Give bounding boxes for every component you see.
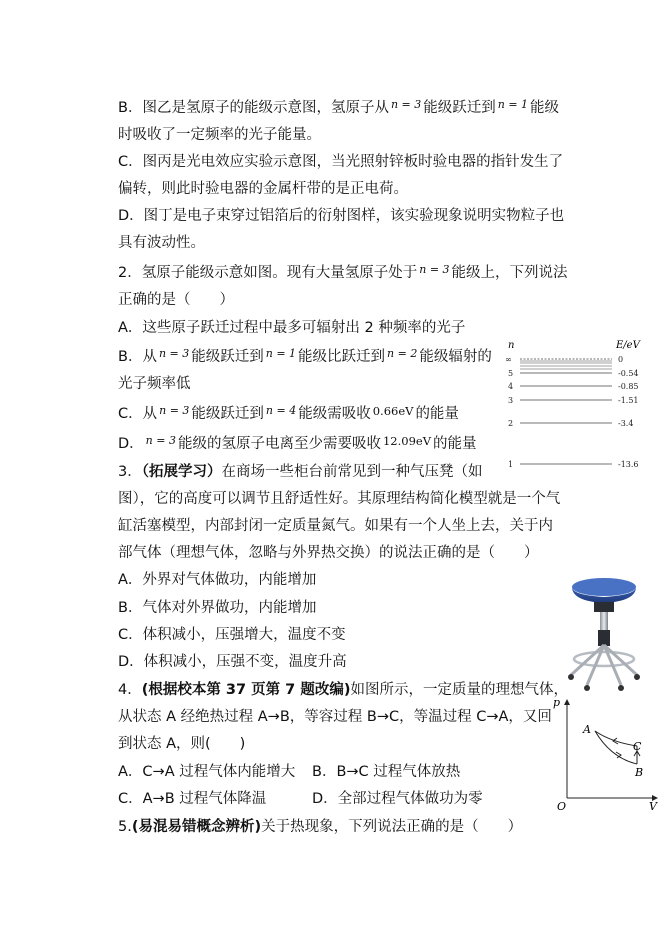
level-n-1: 1 [508, 460, 514, 469]
level-e-2: -3.4 [618, 419, 634, 428]
q4-option-c: C．A→B 过程气体降温 [118, 791, 267, 807]
q1-option-d-line2: 具有波动性。 [118, 235, 205, 251]
q4-stem-line1: 4．(根据校本第 37 页第 7 题改编)如图所示，一定质量的理想气体， [118, 682, 568, 698]
q2-option-c: C．从 $^{n = 3}$ 能级跃迁到 $^{n = 4}$ 能级需吸收 $^{0.66eV}$ 的能量 [118, 404, 459, 422]
pv-graph [553, 694, 663, 812]
level-n-inf: ∞ [505, 355, 512, 364]
q2-option-b-line1: B．从 $^{n = 3}$ 能级跃迁到 $^{n = 1}$ 能级比跃迁到 $^{n = 2}$ 能级辐射的 [118, 347, 492, 365]
energy-level-diagram [500, 336, 650, 476]
q2-option-d: D． $^{n = 3}$ 能级的氢原子电离至少需要吸收 $^{12.09eV}$ 的能量 [118, 434, 477, 452]
q5-stem: 5.(易混易错概念辨析)关于热现象，下列说法正确的是（ ） [118, 819, 523, 835]
q1-option-c-line2: 偏转，则此时验电器的金属杆带的是正电荷。 [118, 181, 408, 197]
q3-option-c: C．体积减小，压强增大，温度不变 [118, 627, 346, 643]
q2-stem-line2: 正确的是（ ） [118, 292, 234, 308]
q3-option-d: D．体积减小，压强不变，温度升高 [118, 654, 347, 670]
diagram-n-label: n [508, 340, 515, 351]
point-a-label: A [583, 723, 591, 736]
q3-stem-line3: 缸活塞模型，内部封闭一定质量氮气。如果有一个人坐上去，关于内 [118, 518, 553, 534]
diagram-e-label: E/eV [616, 340, 640, 351]
q4-option-b: B．B→C 过程气体放热 [312, 764, 461, 780]
q3-stem-line1: 3．（拓展学习）在商场一些柜台前常见到一种气压凳（如 [118, 464, 483, 480]
q1-option-c-line1: C．图丙是光电效应实验示意图，当光照射锌板时验电器的指针发生了 [118, 154, 564, 170]
curve-ab [595, 731, 637, 764]
level-n-3: 3 [508, 396, 514, 405]
level-n-5: 5 [508, 369, 514, 378]
q4-stem-line2: 从状态 A 经绝热过程 A→B，等容过程 B→C，等温过程 C→A，又回 [118, 709, 552, 725]
q3-option-a: A．外界对气体做功，内能增加 [118, 572, 317, 588]
level-e-inf: 0 [618, 355, 624, 364]
level-e-5: -0.54 [618, 369, 639, 378]
gas-stool-image [563, 575, 645, 695]
q3-stem-line2: 图），它的高度可以调节且舒适性好。其原理结构简化模型就是一个气 [118, 491, 561, 507]
q4-option-d: D．全部过程气体做功为零 [312, 791, 483, 807]
level-n-4: 4 [508, 382, 514, 391]
p-axis-label: p [553, 696, 561, 709]
q2-option-b-line2: 光子频率低 [118, 376, 191, 392]
level-n-2: 2 [508, 419, 514, 428]
level-e-1: -13.6 [618, 460, 639, 469]
level-e-3: -1.51 [618, 396, 639, 405]
level-e-4: -0.85 [618, 382, 639, 391]
q3-option-b: B．气体对外界做功，内能增加 [118, 600, 317, 616]
q2-option-a: A．这些原子跃迁过程中最多可辐射出 2 种频率的光子 [118, 320, 466, 336]
q2-stem-line1: 2．氢原子能级示意如图。现有大量氢原子处于 $^{n = 3}$ 能级上，下列说法 [118, 263, 568, 281]
v-axis-label: V [649, 800, 657, 812]
q1-option-b-line1: B．图乙是氢原子的能级示意图，氢原子从 $^{n = 3}$ 能级跃迁到 $^{n = 1}$ 能级 [118, 98, 560, 116]
q1-option-b-line2: 时吸收了一定频率的光子能量。 [118, 127, 321, 143]
q4-stem-line3: 到状态 A，则( ) [118, 736, 246, 752]
origin-label: O [557, 800, 567, 812]
point-c-label: C [633, 740, 642, 753]
q3-stem-line4: 部气体（理想气体，忽略与外界热交换）的说法正确的是（ ） [118, 545, 539, 561]
q4-option-a: A．C→A 过程气体内能增大 [118, 764, 296, 780]
q1-option-d-line1: D．图丁是电子束穿过铝箔后的衍射图样，该实验现象说明实物粒子也 [118, 208, 565, 224]
point-b-label: B [635, 766, 644, 779]
